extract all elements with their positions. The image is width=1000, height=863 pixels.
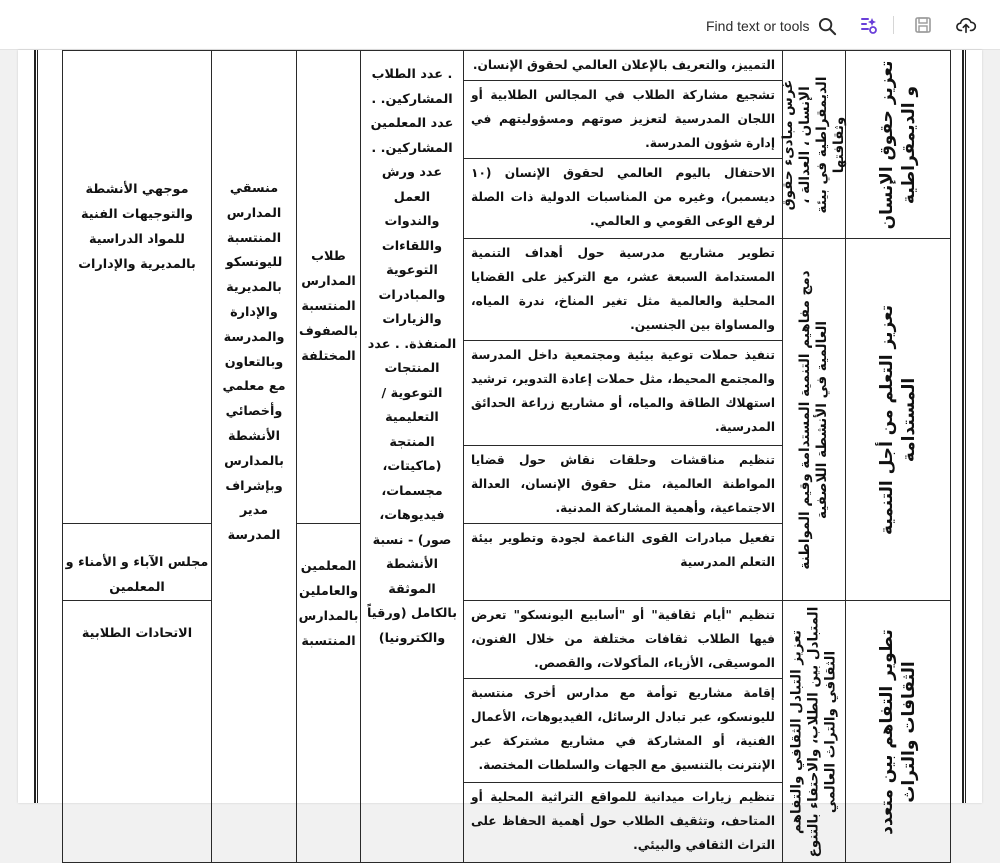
activity-2-4: تفعيل مبادرات القوى الناعمة لجودة وتطوير بيئة التعلم المدرسية (464, 524, 783, 601)
objective-text-3: تطوير التفاهم بين متعدد الثقافات والتراث (877, 628, 919, 835)
find-text-label: Find text or tools (706, 18, 810, 34)
page-border-left (34, 50, 36, 803)
find-text-or-tools-button[interactable] (706, 12, 837, 40)
axis-cell-1 (780, 51, 847, 239)
page-border-left-inner (37, 50, 38, 803)
cooperating-parents-cell: مجلس الآباء و الأمناء و المعلمين (63, 524, 212, 601)
activity-2-1: تطوير مشاريع مدرسية حول أهداف التنمية المستدامة السبعة عشر، مع التركيز على القضايا المحلية والعالمية مثل تغير المناخ، ندرة المياه، والمساواة بين الجنسين. (464, 239, 783, 341)
save-icon[interactable] (913, 15, 933, 35)
axis-text-1: غرس مبادىء حقوق الإنسان ، العدالة ، الديمقراطية في بيئة وثقافتها (780, 76, 847, 213)
axis-cell-2 (783, 239, 846, 601)
activity-1-2: تشجيع مشاركة الطلاب في المجالس الطلابية أو اللجان المدرسية لتعزيز صوتهم ومسؤوليتهم في إدارة شؤون المدرسة. (464, 81, 783, 159)
activity-3-2: إقامة مشاريع توأمة مع مدارس أخرى منتسبة لليونسكو، عبر تبادل الرسائل، الفيديوهات، الأعمال الفنية، أو المشاركة في مشاريع مشتركة عبر الإنترنت بالتنسيق مع الجهات والسلطات المختصة. (464, 679, 783, 783)
activity-2-2: تنفيذ حملات توعية بيئية ومجتمعية داخل المدرسة والمجتمع المحيط، مثل حملات إعادة التدوير، ترشيد استهلاك الطاقة والمياه، أو مشاريع زراعة الحدائق المدرسية. (464, 341, 783, 446)
objective-text-2: تعزيز التعلم من أجل التنمية المستدامة (877, 304, 919, 535)
viewer-toolbar (0, 0, 1000, 50)
target-teachers-cell: المعلمين والعاملين بالمدارس المنتسبة (297, 524, 361, 863)
axis-text-3: تعزيز التبادل الثقافي والتفاهم المتبادل بين الطلاب، والاحتفاء بالتنوع الثقافي والتراث العالمي (788, 606, 839, 857)
activity-1-3: الاحتفال باليوم العالمي لحقوق الإنسان (١٠ ديسمبر)، وغيره من المناسبات الدولية ذات الصلة لرفع الوعى القومي و العالمي. (464, 159, 783, 239)
cooperating-unions-cell: الاتحادات الطلابية (63, 601, 212, 863)
activity-3-3: تنظيم زيارات ميدانية للمواقع التراثية المحلية أو المتاحف، وتثقيف الطلاب حول أهمية الحفاظ على التراث الثقافي والبيئي. (464, 783, 783, 863)
activity-2-3: تنظيم مناقشات وحلقات نقاش حول قضايا المواطنة العالمية، مثل حقوق الإنسان، العدالة الاجتماعية، وأهمية المشاركة المدنية. (464, 446, 783, 524)
document-page (18, 50, 982, 857)
axis-cell-3 (783, 601, 846, 863)
axis-text-2: دمج مفاهيم التنمية المستدامة وقيم المواطنة العالمية في الأنشطة اللاصفية (797, 269, 830, 570)
objective-text-1: تعزيز حقوق الإنسان و الديمقراطية (877, 60, 919, 229)
objective-cell-1 (846, 51, 951, 239)
activities-table (62, 50, 951, 863)
target-students-cell: طلاب المدارس المنتسبة بالصفوف المختلفة (297, 51, 361, 524)
cooperating-supervisors-cell: موجهي الأنشطة والتوجيهات الفنية للمواد الدراسية بالمديرية والإدارات (63, 51, 212, 524)
toolbar-separator (893, 16, 894, 34)
search-icon (818, 17, 837, 36)
activity-1-1: التمييز، والتعريف بالإعلان العالمي لحقوق الإنسان. (464, 51, 783, 81)
activity-3-1: تنظيم "أيام ثقافية" أو "أسابيع اليونسكو" تعرض فيها الطلاب ثقافات مختلفة من خلال الفنون، الموسيقى، الأزياء، المأكولات، والقصص. (464, 601, 783, 679)
cloud-upload-icon[interactable] (956, 15, 976, 35)
objective-cell-3 (846, 601, 951, 863)
responsible-cell: منسقي المدارس المنتسبة لليونسكو بالمديرية والإدارة والمدرسة وبالتعاون مع معلمي وأخصائي الأنشطة بالمدارس وبإشراف مدير المدرسة (212, 51, 297, 863)
page-border-right-inner (965, 50, 966, 803)
objective-cell-2 (846, 239, 951, 601)
indicators-cell: . عدد الطلاب المشاركين. . عدد المعلمين المشاركين. . عدد ورش العمل والندوات واللقاءات التوعوية والمبادرات والزيارات المنفذة. . عدد المنتجات التوعوية / التعليمية المنتجة (ماكيتات، مجسمات، فيديوهات، صور) - نسبة الأنشطة الموثقة بالكامل (ورقياً والكترونيا) (361, 51, 464, 863)
ai-assistant-icon[interactable] (859, 15, 879, 35)
page-border-right (962, 50, 964, 803)
